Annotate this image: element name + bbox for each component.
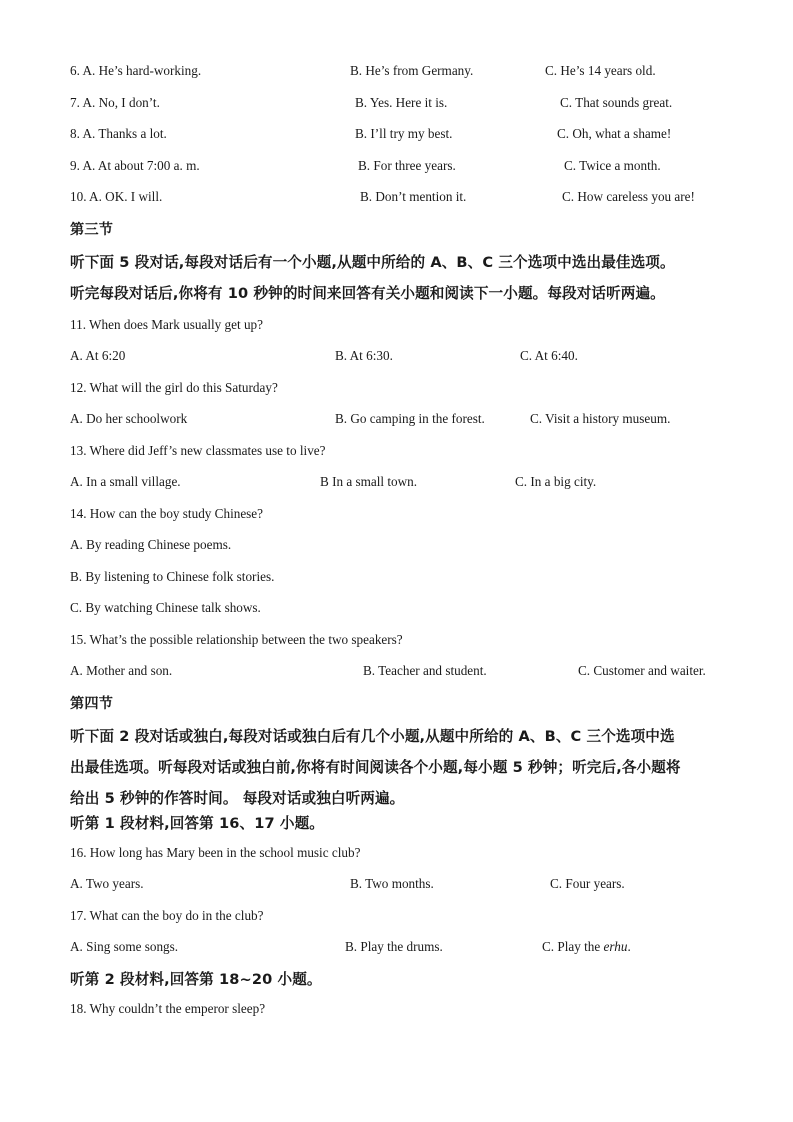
option-b: B. Go camping in the forest. [335, 411, 485, 426]
page-content [70, 62, 730, 1031]
option-b: B. Yes. Here it is. [355, 94, 448, 110]
option-row [70, 125, 730, 157]
option-a: A. By reading Chinese poems. [70, 537, 232, 552]
options-block-6-10 [70, 62, 730, 220]
option-c-suffix: . [627, 939, 631, 954]
option-c [542, 938, 631, 956]
option-c: C. At 6:40. [520, 348, 578, 363]
option-b: B. Two months. [350, 876, 434, 891]
instruction-line: 出最佳选项。听每段对话或独白前,你将有时间阅读各个小题,每小题 5 秒钟；听完后,各小题将 [70, 758, 681, 776]
option-c: C. Twice a month. [564, 157, 661, 173]
material-two-label: 听第 2 段材料,回答第 18~20 小题。 [70, 970, 322, 988]
question-stem: 16. How long has Mary been in the school music club? [70, 844, 361, 860]
instruction-line: 给出 5 秒钟的作答时间。 每段对话或独白听两遍。 [70, 789, 405, 807]
option-c: C. Customer and waiter. [578, 663, 706, 678]
option-c: C. In a big city. [515, 474, 597, 489]
option-c: C. How careless you are! [562, 189, 695, 204]
option-a: A. Do her schoolwork [70, 411, 188, 426]
option-b: B. He’s from Germany. [350, 63, 474, 78]
option-row [70, 473, 730, 505]
material-one-label: 听第 1 段材料,回答第 16、17 小题。 [70, 814, 324, 832]
option-a: 9. A. At about 7:00 a. m. [70, 157, 200, 173]
option-row [70, 62, 730, 94]
option-row [70, 938, 730, 970]
option-b: B. I’ll try my best. [355, 126, 453, 141]
option-c: C. Four years. [550, 876, 625, 891]
option-c: C. Visit a history museum. [530, 411, 671, 426]
option-a: A. Two years. [70, 876, 144, 891]
question-stem: 12. What will the girl do this Saturday? [70, 379, 278, 395]
option-c-prefix: C. Play the [542, 939, 604, 954]
option-a: 7. A. No, I don’t. [70, 94, 160, 110]
option-a: 10. A. OK. I will. [70, 189, 163, 204]
option-a: A. Mother and son. [70, 663, 173, 678]
instruction-line: 听下面 5 段对话,每段对话后有一个小题,从题中所给的 A、B、C 三个选项中选出最佳选项。 [70, 253, 675, 271]
option-b: B. By listening to Chinese folk stories. [70, 568, 275, 584]
option-row [70, 347, 730, 379]
option-b: B. For three years. [358, 157, 456, 173]
option-a: A. In a small village. [70, 474, 181, 489]
option-a: 8. A. Thanks a lot. [70, 126, 167, 141]
option-row [70, 157, 730, 189]
option-b: B. Play the drums. [345, 939, 443, 954]
section-three-heading: 第三节 [70, 221, 114, 238]
option-row [70, 94, 730, 126]
question-stem: 17. What can the boy do in the club? [70, 907, 264, 923]
section-four-instructions [70, 721, 732, 814]
option-c: C. By watching Chinese talk shows. [70, 600, 261, 615]
option-b: B. Don’t mention it. [360, 189, 467, 204]
instruction-line: 听下面 2 段对话或独白,每段对话或独白后有几个小题,从题中所给的 A、B、C 三个选项中选 [70, 727, 675, 745]
option-b: B. At 6:30. [335, 348, 393, 363]
option-b: B In a small town. [320, 474, 418, 489]
question-stem: 18. Why couldn’t the emperor sleep? [70, 1000, 266, 1016]
section-four-heading: 第四节 [70, 695, 114, 712]
option-c-italic-term: erhu [603, 939, 628, 954]
spacer [70, 309, 730, 316]
option-row [70, 662, 730, 694]
question-stem: 11. When does Mark usually get up? [70, 316, 264, 332]
option-c: C. That sounds great. [560, 94, 673, 110]
question-stem: 13. Where did Jeff’s new classmates use to live? [70, 442, 326, 458]
option-c: C. Oh, what a shame! [557, 126, 672, 141]
option-a: 6. A. He’s hard-working. [70, 63, 202, 78]
option-a: A. At 6:20 [70, 348, 126, 363]
option-row [70, 188, 730, 220]
question-stem: 15. What’s the possible relationship between the two speakers? [70, 631, 403, 647]
option-a: A. Sing some songs. [70, 939, 179, 954]
option-row [70, 410, 730, 442]
option-row [70, 875, 730, 907]
question-stem: 14. How can the boy study Chinese? [70, 505, 264, 521]
section-three-instructions [70, 247, 732, 309]
instruction-line: 听完每段对话后,你将有 10 秒钟的时间来回答有关小题和阅读下一小题。每段对话听两遍。 [70, 284, 665, 302]
option-c: C. He’s 14 years old. [545, 63, 656, 78]
option-b: B. Teacher and student. [363, 663, 487, 678]
